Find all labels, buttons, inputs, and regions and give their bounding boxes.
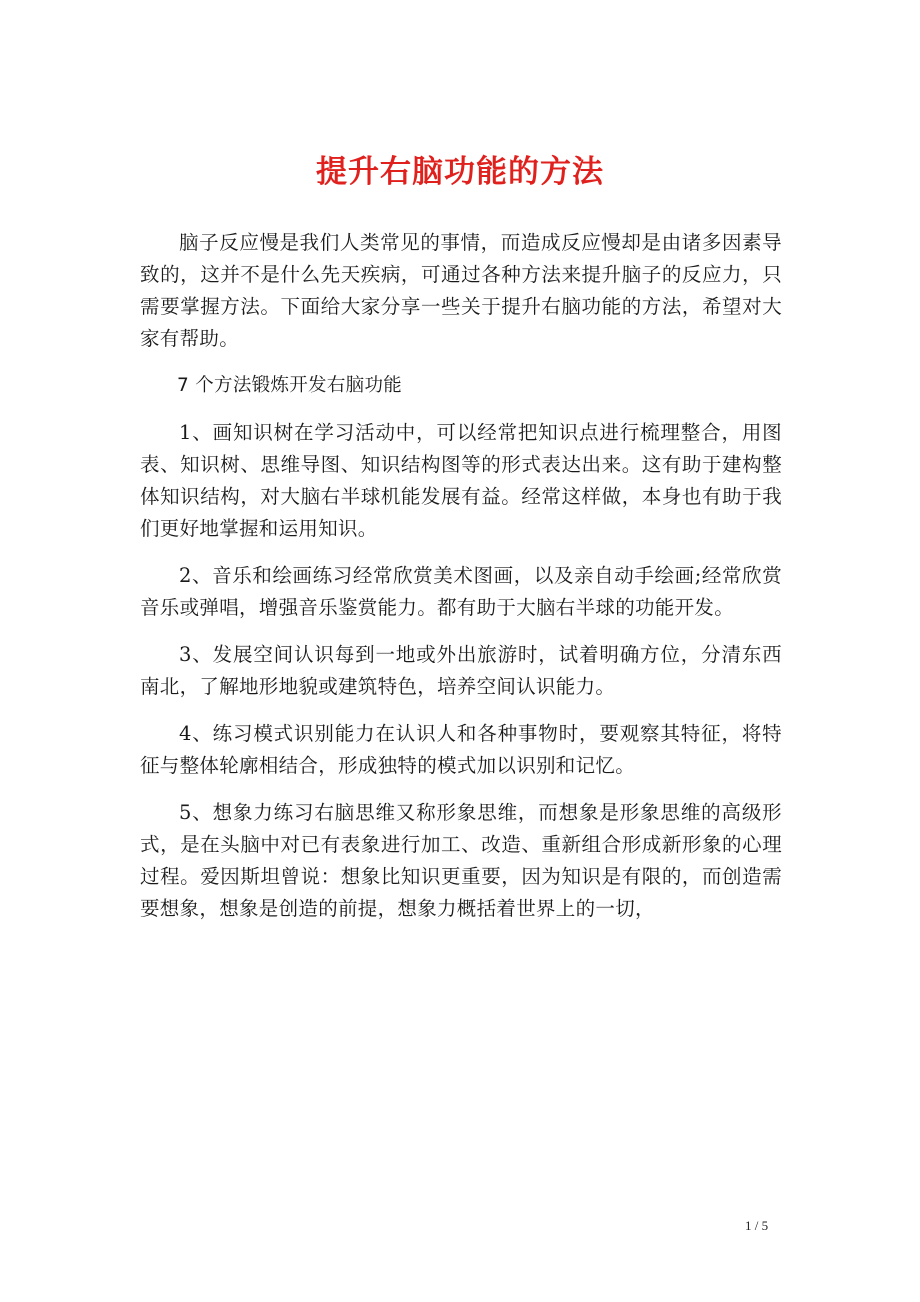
method-2-paragraph: 2、音乐和绘画练习经常欣赏美术图画，以及亲自动手绘画;经常欣赏音乐或弹唱，增强音乐鉴赏能力。都有助于大脑右半球的功能开发。: [140, 564, 782, 619]
page-number: 1 / 5: [745, 1218, 769, 1233]
document-body: [140, 227, 782, 940]
document-title: 提升右脑功能的方法: [316, 154, 604, 190]
method-4-paragraph: 4、练习模式识别能力在认识人和各种事物时，要观察其特征，将特征与整体轮廓相结合，形成独特的模式加以识别和记忆。: [140, 722, 782, 777]
method-3-paragraph: 3、发展空间认识每到一地或外出旅游时，试着明确方位，分清东西南北，了解地形地貌或建筑特色，培养空间认识能力。: [140, 643, 782, 698]
method-1-paragraph: 1、画知识树在学习活动中，可以经常把知识点进行梳理整合，用图表、知识树、思维导图、知识结构图等的形式表达出来。这有助于建构整体知识结构，对大脑右半球机能发展有益。经常这样做，本身也有助于我们更好地掌握和运用知识。: [140, 421, 782, 540]
method-5-paragraph: 5、想象力练习右脑思维又称形象思维，而想象是形象思维的高级形式，是在头脑中对已有表象进行加工、改造、重新组合形成新形象的心理过程。爱因斯坦曾说：想象比知识更重要，因为知识是有限的，而创造需要想象，想象是创造的前提，想象力概括着世界上的一切，: [140, 801, 782, 920]
intro-paragraph: 脑子反应慢是我们人类常见的事情，而造成反应慢却是由诸多因素导致的，这并不是什么先天疾病，可通过各种方法来提升脑子的反应力，只需要掌握方法。下面给大家分享一些关于提升右脑功能的方法，希望对大家有帮助。: [140, 231, 782, 350]
section-heading: 7 个方法锻炼开发右脑功能: [177, 375, 403, 396]
